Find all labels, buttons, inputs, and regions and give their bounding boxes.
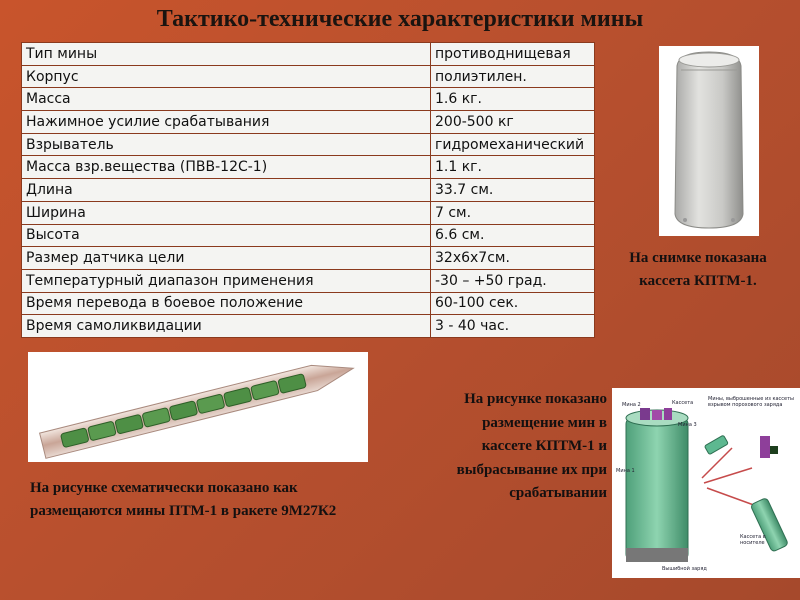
- spec-value: полиэтилен.: [431, 65, 595, 88]
- spec-label: Тип мины: [22, 43, 431, 66]
- spec-label: Размер датчика цели: [22, 247, 431, 270]
- spec-value: 200-500 кг: [431, 111, 595, 134]
- spec-value: 3 - 40 час.: [431, 315, 595, 338]
- spec-label: Масса взр.вещества (ПВВ-12С-1): [22, 156, 431, 179]
- spec-row: [22, 247, 595, 270]
- spec-row: [22, 179, 595, 202]
- cassette-in-carrier-label: Кассета в носителе: [740, 534, 766, 546]
- spec-value: 7 см.: [431, 201, 595, 224]
- spec-value: 1.6 кг.: [431, 88, 595, 111]
- spec-label: Корпус: [22, 65, 431, 88]
- spec-value: 60-100 сек.: [431, 292, 595, 315]
- cassette-cylinder-image: [659, 46, 759, 236]
- spec-label: Время самоликвидации: [22, 315, 431, 338]
- spec-label: Длина: [22, 179, 431, 202]
- ejected-mines-label: Мины, выброшенные из кассеты взрывом порохового заряда: [708, 396, 794, 408]
- cassette-label: Кассета: [672, 400, 694, 406]
- spec-row: [22, 65, 595, 88]
- ejection-charge-label: Вышибной заряд: [662, 566, 707, 572]
- rocket-scheme: [28, 352, 368, 462]
- rocket-with-mines-image: [28, 352, 368, 462]
- spec-row: [22, 88, 595, 111]
- spec-value: противоднищевая: [431, 43, 595, 66]
- mine1-label: Мина 1: [616, 468, 635, 474]
- spec-value: 1.1 кг.: [431, 156, 595, 179]
- photo-caption: На снимке показана кассета КПТМ-1.: [629, 250, 767, 289]
- spec-label: Взрыватель: [22, 133, 431, 156]
- spec-row: [22, 111, 595, 134]
- spec-label: Температурный диапазон применения: [22, 269, 431, 292]
- spec-row: [22, 224, 595, 247]
- slide-title: Тактико-технические характеристики мины: [156, 6, 644, 32]
- cassette-layout-diagram: [612, 388, 800, 578]
- cassette-diagram-image: [612, 388, 800, 578]
- spec-value: 6.6 см.: [431, 224, 595, 247]
- spec-row: [22, 269, 595, 292]
- mine3-label: Мина 3: [678, 422, 697, 428]
- spec-value: 32х6х7см.: [431, 247, 595, 270]
- rocket-caption: На рисунке схематически показано как размещаются мины ПТМ-1 в ракете 9М27К2: [30, 480, 337, 519]
- spec-value: -30 – +50 град.: [431, 269, 595, 292]
- spec-row: [22, 156, 595, 179]
- spec-label: Время перевода в боевое положение: [22, 292, 431, 315]
- spec-row: [22, 292, 595, 315]
- spec-row: [22, 43, 595, 66]
- spec-value: гидромеханический: [431, 133, 595, 156]
- spec-value: 33.7 см.: [431, 179, 595, 202]
- spec-row: [22, 315, 595, 338]
- specs-table: [21, 42, 595, 338]
- spec-label: Масса: [22, 88, 431, 111]
- spec-label: Ширина: [22, 201, 431, 224]
- spec-row: [22, 133, 595, 156]
- mine2-label: Мина 2: [622, 402, 641, 408]
- spec-label: Высота: [22, 224, 431, 247]
- spec-label: Нажимное усилие срабатывания: [22, 111, 431, 134]
- layout-caption: На рисунке показано размещение мин в кассете КПТМ-1 и выбрасывание их при срабатывании: [456, 391, 607, 501]
- cassette-photo: [659, 46, 759, 236]
- spec-row: [22, 201, 595, 224]
